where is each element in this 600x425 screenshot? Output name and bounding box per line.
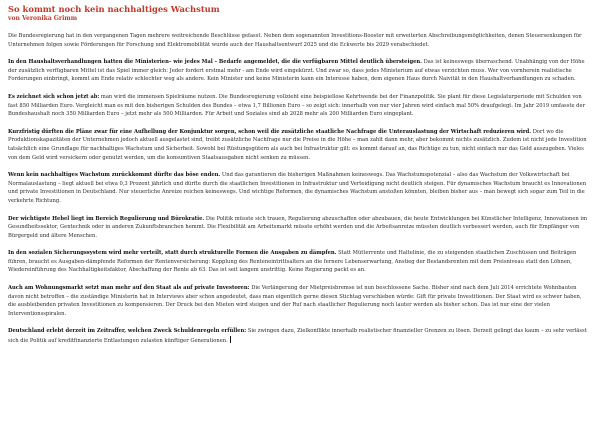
paragraph-text: man wird die immensen Spielräume nutzen. Die Bundesregierung vollzieht eine beispiellose Kehrtwende bei der Finanzpolitik. Sie plant für diese Legislaturperiode mit Schulden von fast 850 Milliarden Euro. Vergleicht man es mit den bisherigen Schulden des Bundes – etwa 1,7 Billionen Euro – so zeigt sich: innerhalb von nur vier Jahren wird einfach mal 50% draufgelegt. Im Jahr 2019 umfasste der Bundeshaushalt noch 350 Milliarden Euro – jetzt mehr als 500 Milliarden. Für Arbeit und Soziales sind ab 2028 mehr als 200 Milliarden Euro eingeplant.	[8, 93, 586, 118]
article-paragraph	[8, 327, 590, 345]
article-paragraph	[8, 93, 590, 119]
paragraph-text: Das ist keineswegs überraschend. Unabhängig von der Höhe der zusätzlich verfügbaren Mittel ist das Spiel immer gleich: Jeder fordert erstmal mehr - am Ende wird eingekürzt. Und zwar so, dass jedes Ministerium auf etwas verzichten muss. Wer von vornherein realistische Forderungen einbringt, kommt am Ende relativ schlechter weg als andere. Kein Minister und keine Ministerin kann ein Interesse haben, dem eigenen Haus durch Naivität in den Haushaltverhandlungen zu schaden.	[8, 59, 585, 83]
paragraph-text: Statt Mütterrente und Haltelinie, die zu steigenden staatlichen Zuschüssen und Beiträgen führen, braucht es Ausgaben-dämpfende Reformen der Rentenversicherung: Kopplung des Renteneintrittsalters an die fernere Lebenserwartung, Anstieg der Bestandsrenten mit dem Preisniveau statt den Löhnen, Wiedereinführung des Nachhaltigkeitsfaktor, Abschaffung der Rente ab 63. Das ist seit langem unstrittig. Keine Regierung packt es an.	[8, 250, 577, 274]
article-author: von Veronika Grimm	[8, 15, 78, 22]
paragraph-lead: Wenn kein nachhaltiges Wachstum zurückkommt dürfte das böse enden.	[8, 172, 221, 179]
article-paragraph	[8, 249, 590, 275]
article-paragraph	[8, 284, 590, 318]
article-title: So kommt noch kein nachhaltiges Wachstum	[8, 4, 220, 14]
paragraph-text: Die Bundesregierung hat in den vergangenen Tagen mehrere weitreichende Beschlüsse gefasst. Neben dem sogenannten Investitions-Booster mit erweiterten Abschreibungsmöglichkeiten, denen Steuersenkungen für Unternehmen folgen sowie Förderungen für Forschung und Elektromobilität wurde auch der Haushaltsentwurf 2025 und die Eckwerte bis 2029 verabschiedet.	[8, 33, 582, 48]
article-paragraph	[8, 58, 590, 84]
article-paragraph	[8, 128, 590, 162]
paragraph-text: Und das garantieren die bisherigen Maßnahmen keineswegs. Das Wachstumspotenzial – also das Wachstum der Volkswirtschaft bei Normalauslastung – liegt aktuell bei etwa 0,3 Prozent jährlich und dürfte durch die staatlichen Investitionen in Infrastruktur und Verteidigung nicht deutlich steigen. Für dynamisches Wachstum braucht es Innovationen und private Investitionen in Deutschland. Nur steuerliche Anreize reichen keineswegs. Und wichtige Reformen, die dynamisches Wachstum anstoßen könnten, bleiben bisher aus – man bewegt sich sogar zum Teil in die verkehrte Richtung.	[8, 172, 587, 204]
paragraph-text: Dort wo die Produktionskapazitäten der Unternehmen jedoch aktuell ausgelastet sind, treibt zusätzliche Nachfrage nur die Preise in die Höhe – man zahlt dann mehr, aber bekommt nichts zusätzlich. Zudem ist nicht jede Investition tatsächlich eine Grundlage für nachhaltiges Wachstum und Sicherheit. Sowohl bei Rüstungsgütern als auch bei Infrastruktur gilt: es kommt darauf an, das Richtige zu tun, nicht einfach nur das Geld auszugeben. Vieles von dem Geld wird versickern oder genutzt werden, um die konsumtiven Staatsausgaben nicht senken zu müssen.	[8, 128, 587, 161]
article-paragraph	[8, 171, 590, 205]
paragraph-lead: Deutschland erlebt derzeit im Zeitraffer, welchen Zweck Schuldenregeln erfüllen:	[8, 328, 247, 335]
paragraph-lead: Auch am Wohnungsmarkt setzt man mehr auf den Staat als auf private Investoren:	[8, 285, 250, 292]
paragraph-lead: In den sozialen Sicherungssystem wird mehr verteilt, statt durch strukturelle Formen die Ausgaben zu dämpfen.	[8, 250, 337, 257]
article-body[interactable]	[8, 32, 590, 346]
paragraph-lead: Kurzfristig dürften die Pläne zwar für eine Aufhellung der Konjunktur sorgen, schon weil die zusätzliche staatliche Nachfrage die Unterauslastung der Wirtschaft reduzieren wird.	[8, 128, 532, 135]
article-paragraph	[8, 215, 590, 241]
paragraph-text: Sie zwingen dazu, Zielkonflikte innerhalb realistischer finanzieller Grenzen zu lösen. Derzeit gelingt das kaum – zu sehr verlässt sich die Politik auf kreditfinanzierte Entlastungen zulasten künftiger Generationen.	[8, 328, 587, 345]
paragraph-lead: In den Haushaltsverhandlungen hatten die Ministerien– wie jedes Mal – Bedarfe angemeldet, die die verfügbaren Mittel deutlich übersteigen.	[8, 59, 422, 66]
article-paragraph	[8, 32, 590, 49]
paragraph-text: Die Politik müsste sich trauen, Regulierung abzuschaffen oder abzubauen, die heute Entwicklungen bei Künstlicher Intelligenz, Innovationen im Gesundheitssektor, Gentechnik oder in anderen Zukunftsbranchen hemmt. Die Flexibilität am Arbeitsmarkt müsste erhöht werden und die Arbeitsanreize müssten deutlich verbessert werden, auch für Empfänger von Bürgergeld und ältere Menschen.	[8, 215, 587, 239]
text-cursor	[230, 336, 231, 343]
paragraph-text: Die Verlängerung der Mietpreisbremse ist nun beschlossene Sache. Bisher sind nach dem Juli 2014 errichtete Wohnbauten davon nicht betroffen – die zuständige Ministerin hat in Interviews aber schon angedeutet, dass man eigentlich gerne diesen Stichtag verschieben würde: Gift für private Investitionen. Der Staat wird es schwer haben, die ausbleibenden privaten Investitionen zu kompensieren. Der Druck bei den Mieten wird steigen und der Ruf nach staatlicher Regulierung noch lauter werden als bisher schon. Das ist nur eine der vielen Interventionsspiralen.	[8, 285, 582, 317]
paragraph-lead: Der wichtigste Hebel liegt im Bereich Regulierung und Bürokratie.	[8, 215, 205, 222]
paragraph-lead: Es zeichnet sich schon jetzt ab:	[8, 93, 100, 100]
